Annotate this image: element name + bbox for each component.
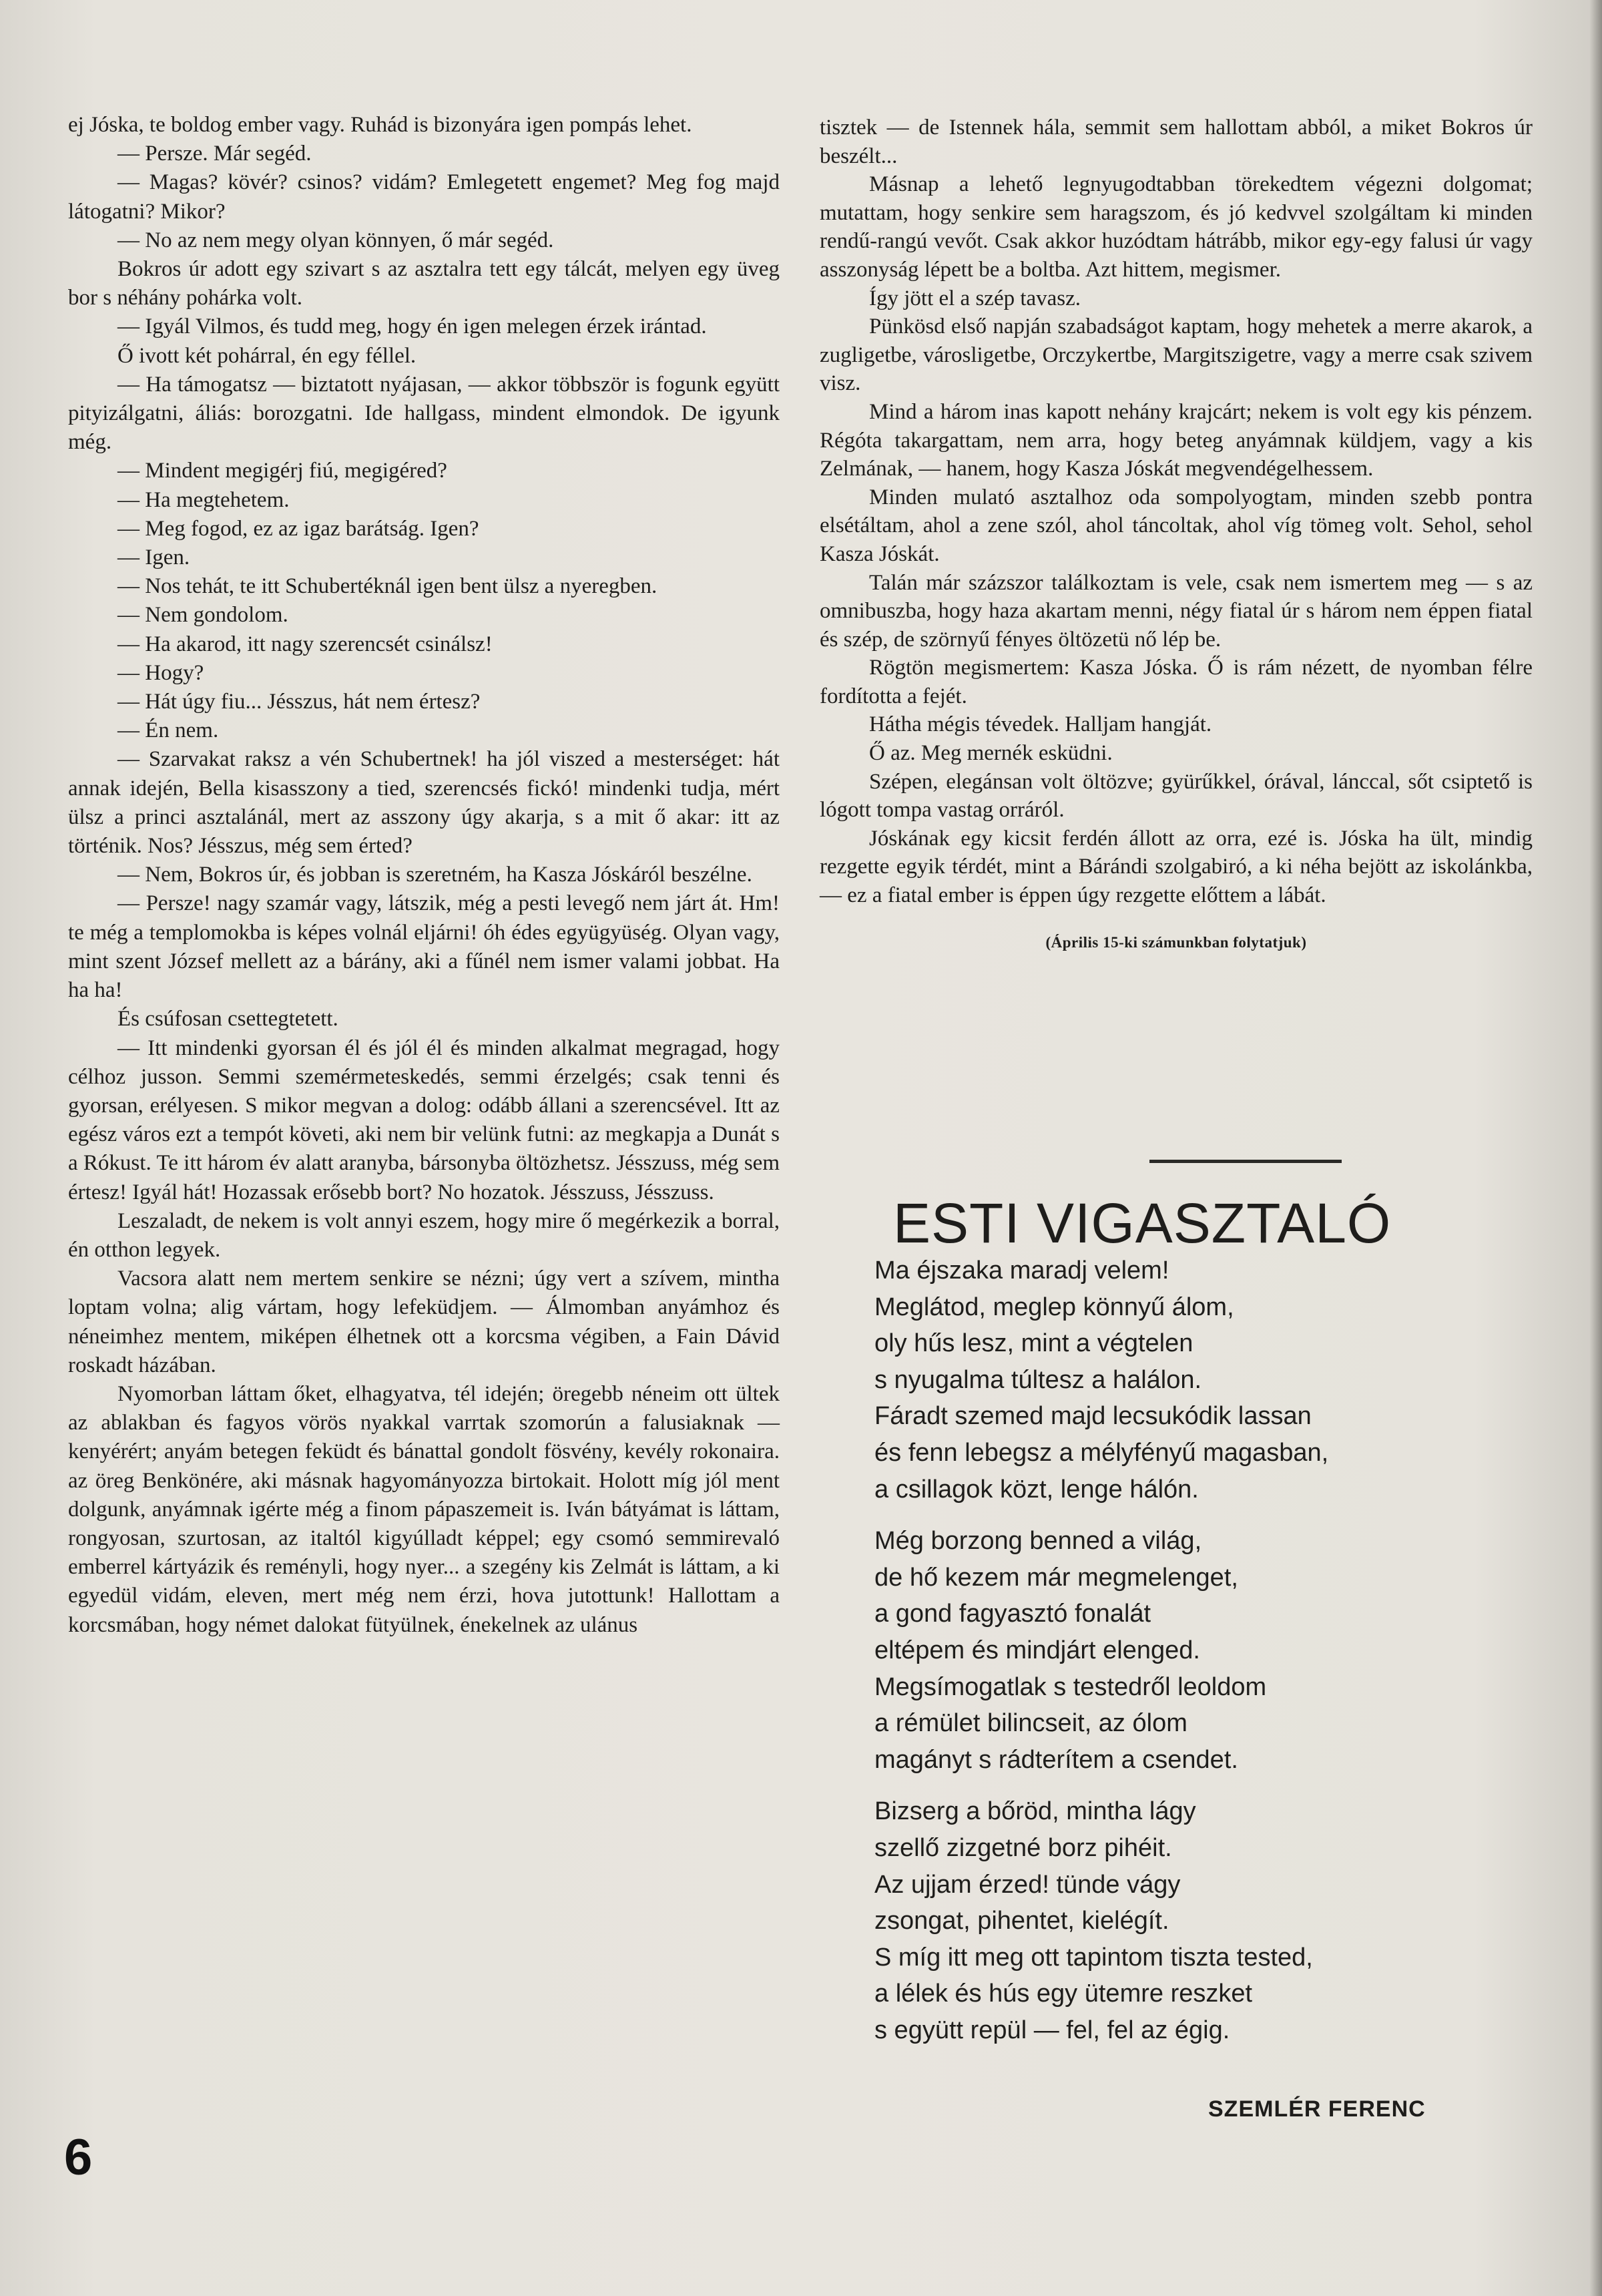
paragraph: — Én nem. xyxy=(117,718,219,743)
paragraph: — Igen. xyxy=(117,545,190,570)
paragraph: Így jött el a szép tavasz. xyxy=(869,286,1081,310)
poem-line: Fáradt szemed majd lecsukódik lassan xyxy=(874,1402,1312,1431)
poem-line: de hő kezem már megmelenget, xyxy=(874,1563,1238,1592)
paragraph: Vacsora alatt nem mertem senkire se nézni; úgy vert a szívem, mintha loptam volna; alig vártam, hogy lefeküdjem. — Álmomban anyámhoz és néneimhez mentem, miképen élhetnek ott a korcsma végiben, a Fain Dávid roskadt házában. xyxy=(68,1267,780,1377)
paragraph: ej Jóska, te boldog ember vagy. Ruhád is bizonyára igen pompás lehet. xyxy=(68,113,692,137)
poem-author: SZEMLÉR FERENC xyxy=(1208,2096,1426,2122)
poem-title: ESTI VIGASZTALÓ xyxy=(893,1192,1392,1254)
paragraph: Jóskának egy kicsit ferdén állott az orra, ezé is. Jóska ha ült, mindig rezgette egyik térdét, mint a Bárándi szolgabiró, a ki néha bejött az iskolánkba, — ez a fiatal ember is éppen úgy rezgette előttem a lábát. xyxy=(820,826,1533,908)
continued-paragraph: tisztek — de Istennek hála, semmit sem hallottam abból, a miket Bokros úr beszélt... xyxy=(820,116,1533,168)
section-divider xyxy=(1149,1160,1342,1163)
paragraph: Szépen, elegánsan volt öltözve; gyürűkkel, órával, lánccal, sőt csiptető is lógott tompa vastag orráról. xyxy=(820,769,1533,823)
paragraph: Nyomorban láttam őket, elhagyatva, tél idején; öregebb néneim ott ültek az ablakban és fagyos vörös nyakkal varrtak szomorún a falusiaknak — kenyérért; anyám betegen feküdt és bánattal gondolt fösvény, kevély rokonaira. az öreg Benkönére, aki másnak hagyományozza birtokait. Holott míg jól ment dolgunk, anyámnak igérte még a finom pápaszemeit is. Iván bátyámat is láttam, rongyosan, szurtosan, az italtól kigyúlladt képpel; egy csomó semmirevaló emberrel kártyázik és reményli, hogy nyer... a szegény kis Zelmát is láttam, a ki egyedül vidám, eleven, mert még nem érzi, hova jutottunk! Hallottam a korcsmában, hogy német dalokat fütyülnek, énekelnek az ulánus xyxy=(68,1381,780,1637)
poem-line: a csillagok közt, lenge hálón. xyxy=(874,1475,1199,1504)
left-text-column xyxy=(68,111,780,1640)
paragraph: — Igyál Vilmos, és tudd meg, hogy én igen melegen érzek irántad. xyxy=(117,314,707,339)
poem-body xyxy=(874,1252,1542,2064)
paragraph: Rögtön megismertem: Kasza Jóska. Ő is rám nézett, de nyomban félre fordította a fejét. xyxy=(820,656,1533,708)
paragraph: Hátha mégis tévedek. Halljam hangját. xyxy=(869,712,1212,737)
paragraph: — Hát úgy fiu... Jésszus, hát nem értesz? xyxy=(117,690,481,714)
poem-line: Bizserg a bőröd, mintha lágy xyxy=(874,1797,1196,1826)
poem-line: Megsímogatlak s testedről leoldom xyxy=(874,1672,1267,1701)
paragraph: — Ha akarod, itt nagy szerencsét csinálsz! xyxy=(117,632,493,656)
poem-line: Még borzong benned a világ, xyxy=(874,1527,1202,1556)
poem-line: oly hűs lesz, mint a végtelen xyxy=(874,1329,1193,1358)
paragraph: — Ha támogatsz — biztatott nyájasan, — akkor többször is fogunk együtt pityizálgatni, áliás: borozgatni. Ide hallgass, mindent elmondok. De igyunk még. xyxy=(68,372,780,455)
poem-line: és fenn lebegsz a mélyfényű magasban, xyxy=(874,1438,1329,1467)
paragraph: — Mindent megigérj fiú, megigéred? xyxy=(117,459,447,483)
paragraph: Talán már százszor találkoztam is vele, csak nem ismertem meg — s az omnibuszba, hogy haza akartam menni, négy fiatal úr s három nem éppen fiatal és szép, de szörnyű fényes öltözetü nő lép be. xyxy=(820,570,1533,652)
paragraph: — Persze. Már segéd. xyxy=(117,142,312,166)
poem-line: Az ujjam érzed! tünde vágy xyxy=(874,1870,1181,1899)
poem-line: Meglátod, meglep könnyű álom, xyxy=(874,1293,1234,1321)
poem-line: magányt s rádterítem a csendet. xyxy=(874,1745,1238,1774)
poem-line: eltépem és mindjárt elenged. xyxy=(874,1636,1200,1664)
paragraph: — Nos tehát, te itt Schubertéknál igen bent ülsz a nyeregben. xyxy=(117,574,657,599)
paragraph: Leszaladt, de nekem is volt annyi eszem, hogy mire ő megérkezik a borral, én otthon legyek. xyxy=(68,1208,780,1262)
paragraph: — Nem, Bokros úr, és jobban is szeretném, ha Kasza Jóskáról beszélne. xyxy=(117,863,752,887)
poem-stanza xyxy=(874,1523,1542,1778)
poem-line: szellő zizgetné borz pihéit. xyxy=(874,1833,1172,1862)
poem-stanza xyxy=(874,1793,1542,2048)
poem-line: Ma éjszaka maradj velem! xyxy=(874,1256,1169,1285)
poem-line: a lélek és hús egy ütemre reszket xyxy=(874,1980,1253,2008)
paragraph: — Persze! nagy szamár vagy, látszik, még a pesti levegő nem járt át. Hm! te még a templomokba is képes volnál eljárni! óh édes együgyüség. Olyan vagy, mint szent József mellett az a bárány, aki a fűnél nem ismer valami jobbat. Ha ha ha! xyxy=(68,891,780,1003)
paragraph: — Meg fogod, ez az igaz barátság. Igen? xyxy=(117,516,479,541)
paragraph: És csúfosan csettegtetett. xyxy=(117,1007,338,1031)
paragraph: Ő ivott két pohárral, én egy féllel. xyxy=(117,343,417,368)
paragraph: — Szarvakat raksz a vén Schubertnek! ha jól viszed a mesterséget: hát annak idején, Bella kisasszony a tied, szerencsés fickó! mindenki tudja, mért ülsz a princi asztalánál, mert az asszony úgy akarja, s a mit ő akar: itt az történik. Nos? Jésszus, még sem érted? xyxy=(68,747,780,859)
page-spine-shadow xyxy=(1590,0,1602,2296)
paragraph: Mind a három inas kapott nehány krajcárt; nekem is volt egy kis pénzem. Régóta takargattam, nem arra, hogy beteg anyámnak küldjem, vagy a kis Zelmának, — hanem, hogy Kasza Jóskát megvendégelhessem. xyxy=(820,399,1533,481)
poem-line: s együtt repül — fel, fel az égig. xyxy=(874,2016,1230,2044)
paragraph: — Ha megtehetem. xyxy=(117,487,290,512)
paragraph: — Itt mindenki gyorsan él és jól él és minden alkalmat megragad, hogy célhoz jusson. Semmi szemérmeteskedés, semmi érzelgés; csak tenni és gyorsan, erélyesen. S mikor megvan a dolog: odább állani a szerencsével. Itt az egész város ezt a tempót követi, aki nem bir velünk futni: az megkapja a Dunát s a Rókust. Te itt három év alatt aranyba, bársonyba öltözhetsz. Jésszuss, még sem értesz! Igyál hát! Hozassak erősebb bort? No hozatok. Jésszuss, Jésszuss. xyxy=(68,1036,780,1204)
right-text-column xyxy=(820,113,1533,957)
poem-stanza xyxy=(874,1252,1542,1508)
paragraph: Pünkösd első napján szabadságot kaptam, hogy mehetek a merre akarok, a zugligetbe, városligetbe, Orczykertbe, Margitszigetre, vagy a merre csak szivem visz. xyxy=(820,314,1533,396)
continued-note: (Április 15-ki számunkban folytatjuk) xyxy=(1045,933,1307,951)
paragraph: Minden mulató asztalhoz oda sompolyogtam, minden szebb pontra elsétáltam, ahol a zene szól, ahol táncoltak, ahol víg tömeg volt. Sehol, sehol Kasza Jóskát. xyxy=(820,485,1533,566)
poem-line: zsongat, pihentet, kielégít. xyxy=(874,1907,1169,1935)
poem-line: a rémület bilincseit, az ólom xyxy=(874,1709,1187,1738)
page-number: 6 xyxy=(64,2129,93,2186)
poem-line: s nyugalma túltesz a halálon. xyxy=(874,1365,1202,1394)
paragraph: — Magas? kövér? csinos? vidám? Emlegetett engemet? Meg fog majd látogatni? Mikor? xyxy=(68,170,780,224)
poem-line: a gond fagyasztó fonalát xyxy=(874,1600,1151,1628)
paragraph: — No az nem megy olyan könnyen, ő már segéd. xyxy=(117,228,554,252)
paragraph: Bokros úr adott egy szivart s az asztalra tett egy tálcát, melyen egy üveg bor s néhány pohárka volt. xyxy=(68,257,780,310)
paragraph: Másnap a lehető legnyugodtabban törekedtem végezni dolgomat; mutattam, hogy senkire sem haragszom, és jó kedvvel szolgáltam ki minden rendű-rangú vevőt. Csak akkor huzódtam hátrább, mikor egy-egy falusi úr vagy asszonyság lépett be a boltba. Azt hittem, megismer. xyxy=(820,172,1533,282)
paragraph: — Nem gondolom. xyxy=(117,603,288,628)
poem-line: S míg itt meg ott tapintom tiszta tested, xyxy=(874,1943,1313,1972)
paragraph: Ő az. Meg mernék esküdni. xyxy=(869,741,1113,766)
paragraph: — Hogy? xyxy=(117,660,204,685)
